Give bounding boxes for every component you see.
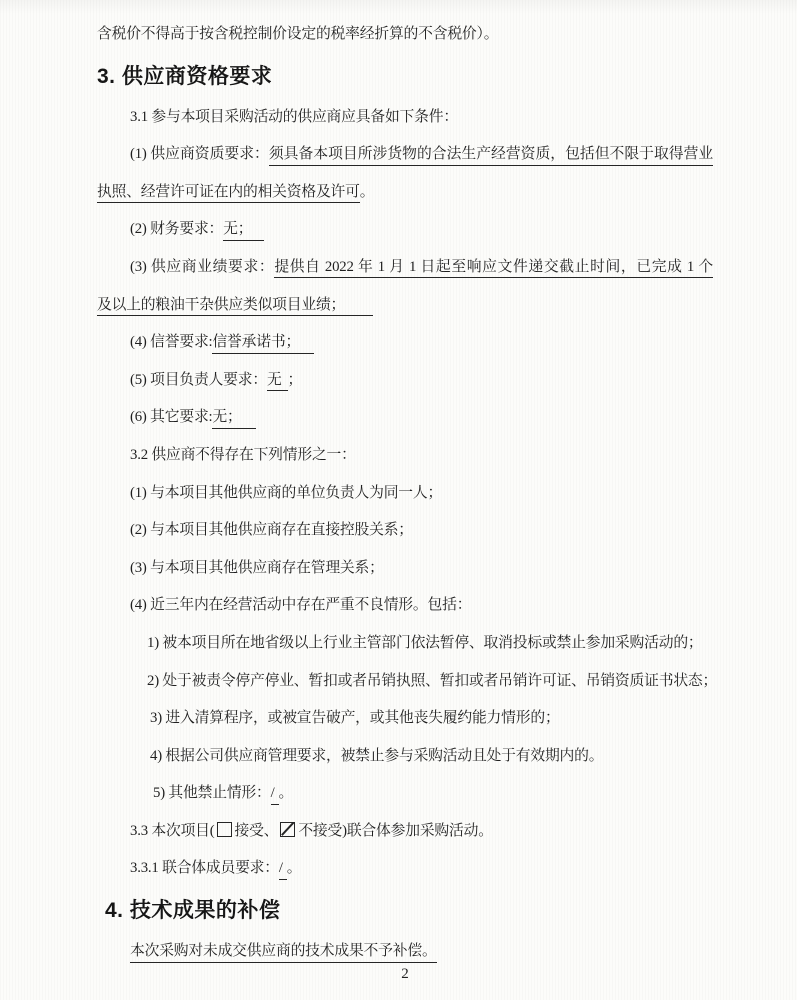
- underlined-field: 及以上的粮油干杂供应类似项目业绩；: [97, 297, 373, 317]
- doc-line: [130, 249, 713, 287]
- underlined-field: /: [279, 860, 287, 880]
- page-number: 2: [401, 966, 409, 982]
- text-segment: ；: [287, 371, 303, 388]
- checkbox-checked-icon: [280, 822, 295, 837]
- text-segment: (3) 供应商业绩要求：: [130, 258, 275, 275]
- text-segment: (6) 其它要求:: [130, 409, 213, 426]
- text-segment: 3) 进入清算程序，或被宣告破产，或其他丧失履约能力情形的；: [150, 710, 560, 727]
- underlined-field: 无；: [212, 409, 255, 429]
- doc-line: [130, 399, 713, 437]
- text-segment: 1) 被本项目所在地省级以上行业主管部门依法暂停、取消投标或禁止参加采购活动的；: [147, 634, 703, 651]
- text-segment: (1) 供应商资质要求：: [130, 146, 269, 163]
- text-segment: 3. 供应商资格要求: [97, 64, 273, 88]
- doc-line: [130, 475, 713, 513]
- underlined-field: 无: [267, 372, 288, 392]
- text-segment: 。: [359, 183, 375, 200]
- text-segment: (2) 财务要求：: [130, 221, 224, 238]
- doc-line: [130, 813, 713, 851]
- doc-line: [153, 775, 713, 813]
- text-segment: 3.3.1 联合体成员要求：: [130, 860, 279, 877]
- underlined-field: 本次采购对未成交供应商的技术成果不予补偿。: [130, 943, 437, 963]
- text-segment: (4) 信誉要求:: [130, 334, 213, 351]
- text-segment: 4) 根据公司供应商管理要求，被禁止参与采购活动且处于有效期内的。: [150, 747, 604, 764]
- checkbox-unchecked-icon: [217, 822, 232, 837]
- text-segment: (2) 与本项目其他供应商存在直接控股关系；: [130, 522, 413, 539]
- underlined-field: 执照、经营许可证在内的相关资格及许可: [97, 184, 360, 204]
- section-heading: [97, 54, 713, 99]
- doc-line: [130, 550, 713, 588]
- doc-line: [97, 174, 713, 212]
- underlined-field: 无；: [223, 221, 264, 241]
- text-segment: 接受、: [234, 822, 279, 839]
- doc-line: [150, 700, 713, 738]
- text-segment: 5) 其他禁止情形：: [153, 785, 271, 802]
- doc-line: [130, 850, 713, 888]
- doc-line: [130, 437, 713, 475]
- text-segment: (5) 项目负责人要求：: [130, 371, 267, 388]
- doc-line: [130, 324, 713, 362]
- text-segment: 。: [286, 860, 302, 877]
- text-segment: 不接受)联合体参加采购活动。: [298, 822, 493, 839]
- doc-line: [97, 287, 713, 325]
- underlined-field: 须具备本项目所涉货物的合法生产经营资质，包括但不限于取得营业: [269, 146, 713, 166]
- text-segment: (1) 与本项目其他供应商的单位负责人为同一人；: [130, 484, 443, 501]
- text-segment: 4. 技术成果的补偿: [105, 899, 281, 923]
- text-segment: 3.3 本次项目(: [130, 822, 215, 839]
- doc-line: [147, 663, 718, 701]
- doc-line: [130, 362, 713, 400]
- doc-line: [150, 738, 713, 776]
- text-segment: 含税价不得高于按含税控制价设定的税率经折算的不含税价）。: [97, 26, 499, 42]
- underlined-field: 信誉承诺书；: [212, 334, 314, 354]
- text-segment: (4) 近三年内在经营活动中存在严重不良情形。包括：: [130, 597, 472, 614]
- doc-line: [130, 136, 713, 174]
- text-segment: 。: [278, 785, 294, 802]
- doc-line: [130, 587, 713, 625]
- doc-line: [97, 16, 713, 54]
- underlined-field: /: [271, 785, 279, 805]
- doc-line: [147, 625, 713, 663]
- underlined-field: 提供自 2022 年 1 月 1 日起至响应文件递交截止时间，已完成 1 个: [274, 259, 713, 279]
- text-segment: 3.1 参与本项目采购活动的供应商应具备如下条件：: [130, 108, 458, 125]
- doc-line: [130, 211, 713, 249]
- text-segment: 2) 处于被责令停产停业、暂扣或者吊销执照、暂扣或者吊销许可证、吊销资质证书状态；: [147, 672, 718, 689]
- page-footer: [97, 966, 713, 983]
- doc-line: [130, 99, 713, 137]
- text-segment: (3) 与本项目其他供应商存在管理关系；: [130, 559, 384, 576]
- section-heading: [105, 888, 713, 933]
- document-body: [97, 16, 718, 971]
- doc-line: [130, 512, 713, 550]
- text-segment: 3.2 供应商不得存在下列情形之一：: [130, 446, 356, 463]
